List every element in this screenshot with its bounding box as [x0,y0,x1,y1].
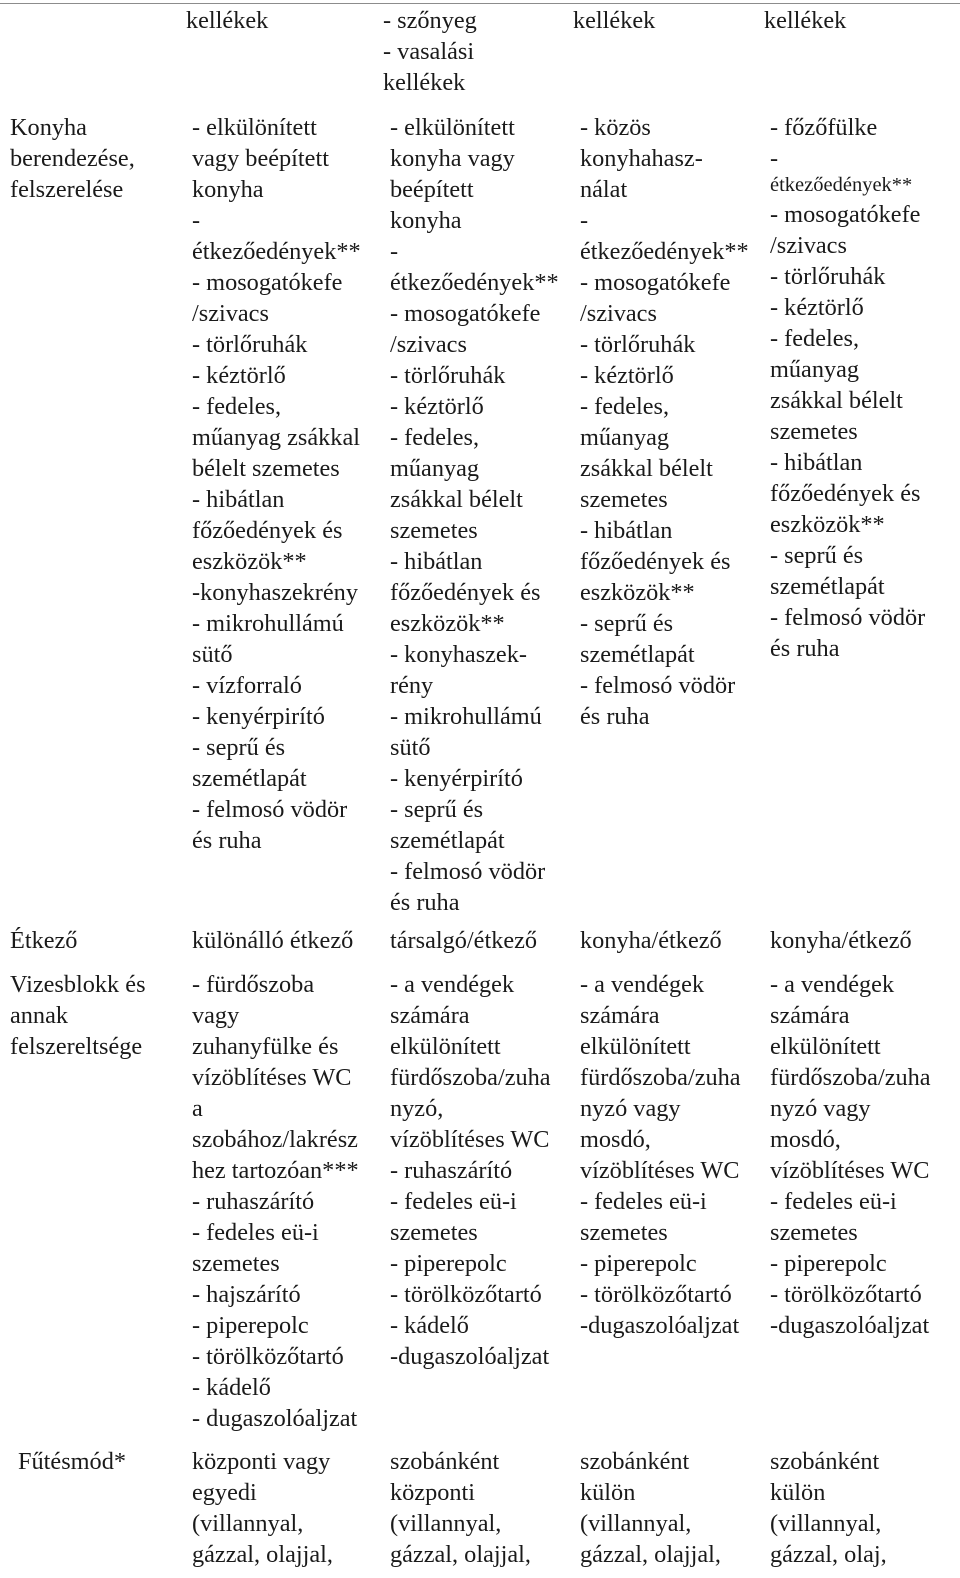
top-row-col3: kellékek [573,7,656,34]
konyha-row-col1: - elkülönített vagy beépített konyha - étkezőedények** - mosogatókefe /szivacs - törlőruhák - kéztörlő - fedeles, műanyag zsákkal bélelt szemetes - hibátlan főzőedények és eszközök** -konyhaszekrény - mikrohullámú sütő - vízforraló - kenyérpirító - seprű és szemétlapát - felmosó vödör és ruha [192,114,361,854]
vizesblokk-row-label: Vizesblokk és annak felszereltsége [10,971,146,1060]
konyha-row-col2: - elkülönített konyha vagy beépített konyha - étkezőedények** - mosogatókefe /szivacs - törlőruhák - kéztörlő - fedeles, műanyag zsákkal bélelt szemetes - hibátlan főzőedények és eszközök** - konyhaszek- rény - mikrohullámú sütő - kenyérpirító - seprű és szemétlapát - felmosó vödör és ruha [390,114,559,916]
top-row-col2: - szőnyeg - vasalási kellékek [383,7,477,96]
vizesblokk-row-col4: - a vendégek számára elkülönített fürdőszoba/zuha nyzó vagy mosdó, vízöblítéses WC - fedeles eü-i szemetes - piperepolc - törölközőtartó -dugaszolóaljzat [770,971,931,1339]
futesmod-row-col2: szobánként központi (villannyal, gázzal, olajjal, [390,1448,531,1568]
futesmod-row-col3: szobánként külön (villannyal, gázzal, olajjal, [580,1448,721,1568]
futesmod-row-label: Fűtésmód* [18,1448,126,1475]
vizesblokk-row-col1: - fürdőszoba vagy zuhanyfülke és vízöblítéses WC a szobához/lakrész hez tartozóan*** - ruhaszárító - fedeles eü-i szemetes - hajszárító - piperepolc - törölközőtartó - kádelő - dugaszolóaljzat [192,971,359,1432]
konyha-row-col4-etkezoedenyek: étkezőedények** [770,174,913,196]
table-top-rule [0,3,960,4]
etkezo-row-label: Étkező [10,927,78,954]
vizesblokk-row-col2: - a vendégek számára elkülönített fürdőszoba/zuha nyzó, vízöblítéses WC - ruhaszárító - fedeles eü-i szemetes - piperepolc - törölközőtartó - kádelő -dugaszolóaljzat [390,971,551,1370]
konyha-row-col4-rest: - mosogatókefe /szivacs - törlőruhák - kéztörlő - fedeles, műanyag zsákkal bélelt szemetes - hibátlan főzőedények és eszközök** - seprű és szemétlapát - felmosó vödör és ruha [770,201,926,662]
top-row-col1: kellékek [186,7,269,34]
etkezo-row-col4: konyha/étkező [770,927,912,954]
etkezo-row-col1: különálló étkező [192,927,354,954]
etkezo-row-col2: társalgó/étkező [390,927,538,954]
etkezo-row-col3: konyha/étkező [580,927,722,954]
konyha-row-col4-head: - főzőfülke - [770,114,878,172]
futesmod-row-col4: szobánként külön (villannyal, gázzal, olaj, [770,1448,887,1568]
vizesblokk-row-col3: - a vendégek számára elkülönített fürdőszoba/zuha nyzó vagy mosdó, vízöblítéses WC - fedeles eü-i szemetes - piperepolc - törölközőtartó -dugaszolóaljzat [580,971,741,1339]
konyha-row-col3: - közös konyhahasz- nálat - étkezőedények** - mosogatókefe /szivacs - törlőruhák - kéztörlő - fedeles, műanyag zsákkal bélelt szemetes - hibátlan főzőedények és eszközök** - seprű és szemétlapát - felmosó vödör és ruha [580,114,749,730]
konyha-row-label: Konyha berendezése, felszerelése [10,114,135,203]
top-row-col4: kellékek [764,7,847,34]
futesmod-row-col1: központi vagy egyedi (villannyal, gázzal, olajjal, [192,1448,333,1568]
